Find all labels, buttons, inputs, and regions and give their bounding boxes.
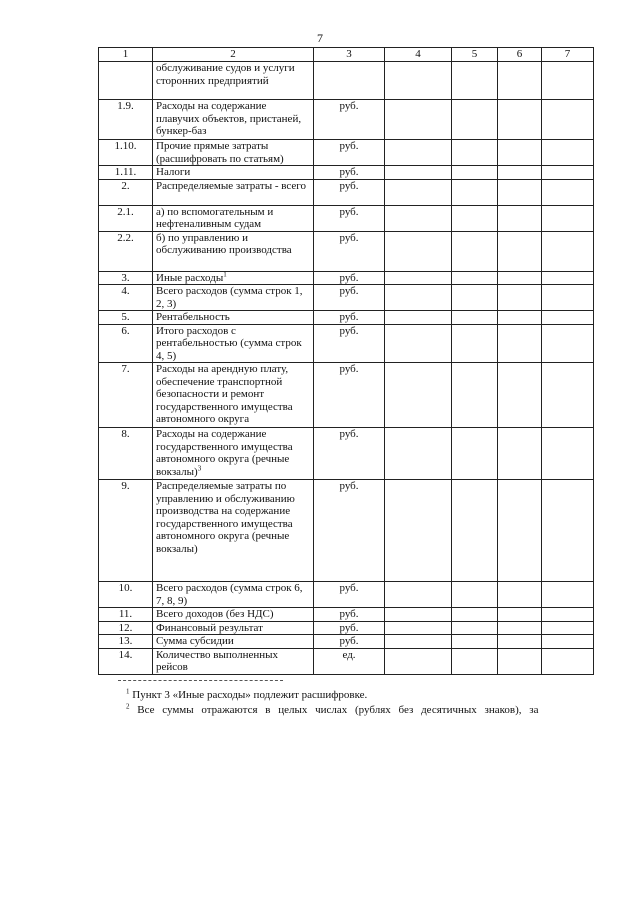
empty-cell-col-6[interactable] [498, 311, 542, 325]
empty-cell-col-7[interactable] [542, 480, 594, 582]
row-number: 1.11. [99, 166, 153, 180]
table-row [99, 363, 594, 428]
empty-cell-col-5[interactable] [452, 62, 498, 100]
empty-cell-col-5[interactable] [452, 285, 498, 311]
empty-cell-col-7[interactable] [542, 608, 594, 622]
table-row [99, 608, 594, 622]
row-number: 2. [99, 179, 153, 205]
table-row [99, 311, 594, 325]
empty-cell-col-7[interactable] [542, 582, 594, 608]
empty-cell-col-4[interactable] [385, 100, 452, 140]
row-number: 13. [99, 635, 153, 649]
empty-cell-col-6[interactable] [498, 324, 542, 363]
row-unit: руб. [314, 635, 385, 649]
empty-cell-col-4[interactable] [385, 166, 452, 180]
row-name-text: обслуживание судов и услуги сторонних предприятий [156, 62, 295, 87]
row-number: 6. [99, 324, 153, 363]
row-name-text: Иные расходы [156, 271, 224, 284]
footnote-separator [118, 680, 283, 681]
empty-cell-col-6[interactable] [498, 285, 542, 311]
empty-cell-col-6[interactable] [498, 62, 542, 100]
row-number: 3. [99, 271, 153, 285]
row-number: 1.9. [99, 100, 153, 140]
row-name-text: Расходы на арендную плату, обеспечение транспортной безопасности и ремонт государственного имущества автономного округа [156, 363, 293, 425]
row-name [153, 648, 314, 674]
row-unit: руб. [314, 205, 385, 231]
empty-cell-col-5[interactable] [452, 324, 498, 363]
row-number: 4. [99, 285, 153, 311]
table-row [99, 428, 594, 480]
table-row [99, 648, 594, 674]
row-name-text: Всего расходов (сумма строк 6, 7, 8, 9) [156, 582, 303, 607]
empty-cell-col-7[interactable] [542, 428, 594, 480]
table-row [99, 179, 594, 205]
row-name [153, 62, 314, 100]
footnote-mark: 2 [126, 702, 130, 711]
row-number: 2.1. [99, 205, 153, 231]
empty-cell-col-4[interactable] [385, 140, 452, 166]
row-number: 8. [99, 428, 153, 480]
empty-cell-col-6[interactable] [498, 480, 542, 582]
empty-cell-col-7[interactable] [542, 100, 594, 140]
empty-cell-col-5[interactable] [452, 608, 498, 622]
column-header-1: 1 [99, 48, 153, 62]
row-unit: руб. [314, 140, 385, 166]
footnote-text: Все суммы отражаются в целых числах (рублях без десятичных знаков), за [137, 704, 539, 716]
page-number: 7 [317, 31, 323, 45]
row-name-text: Расходы на содержание государственного имущества автономного округа (речные вокзалы) [156, 428, 293, 478]
empty-cell-col-4[interactable] [385, 231, 452, 271]
row-number: 5. [99, 311, 153, 325]
empty-cell-col-5[interactable] [452, 205, 498, 231]
empty-cell-col-5[interactable] [452, 140, 498, 166]
row-name-text: Сумма субсидии [156, 635, 234, 647]
row-name [153, 324, 314, 363]
empty-cell-col-7[interactable] [542, 285, 594, 311]
empty-cell-col-7[interactable] [542, 205, 594, 231]
row-unit: руб. [314, 311, 385, 325]
table-row [99, 231, 594, 271]
footnote-2 [98, 703, 598, 717]
row-unit: руб. [314, 166, 385, 180]
empty-cell-col-7[interactable] [542, 635, 594, 649]
row-name [153, 100, 314, 140]
empty-cell-col-6[interactable] [498, 231, 542, 271]
footnote-1 [98, 688, 598, 702]
column-header-4: 4 [385, 48, 452, 62]
row-name-text: Финансовый результат [156, 621, 263, 634]
row-name-text: Всего доходов (без НДС) [156, 608, 274, 620]
empty-cell-col-7[interactable] [542, 311, 594, 325]
table-row [99, 480, 594, 582]
row-unit: руб. [314, 582, 385, 608]
empty-cell-col-6[interactable] [498, 140, 542, 166]
column-header-7: 7 [542, 48, 594, 62]
empty-cell-col-7[interactable] [542, 179, 594, 205]
table-row [99, 635, 594, 649]
empty-cell-col-5[interactable] [452, 179, 498, 205]
row-number: 14. [99, 648, 153, 674]
empty-cell-col-4[interactable] [385, 648, 452, 674]
row-unit: руб. [314, 363, 385, 428]
row-name-text: Всего расходов (сумма строк 1, 2, 3) [156, 285, 303, 310]
table-header-row [99, 48, 594, 62]
row-name-text: а) по вспомогательным и нефтеналивным судам [156, 205, 274, 230]
row-name [153, 635, 314, 649]
table-row [99, 271, 594, 285]
column-header-6: 6 [498, 48, 542, 62]
row-name-text: б) по управлению и обслуживанию производства [156, 231, 292, 256]
empty-cell-col-4[interactable] [385, 363, 452, 428]
empty-cell-col-5[interactable] [452, 635, 498, 649]
empty-cell-col-7[interactable] [542, 231, 594, 271]
row-name [153, 179, 314, 205]
row-number [99, 62, 153, 100]
empty-cell-col-4[interactable] [385, 635, 452, 649]
empty-cell-col-6[interactable] [498, 428, 542, 480]
row-number: 2.2. [99, 231, 153, 271]
row-name [153, 311, 314, 325]
empty-cell-col-6[interactable] [498, 648, 542, 674]
row-name-text: Рентабельность [156, 311, 230, 323]
table-row [99, 582, 594, 608]
empty-cell-col-5[interactable] [452, 166, 498, 180]
row-name-text: Прочие прямые затраты (расшифровать по статьям) [156, 140, 284, 165]
empty-cell-col-7[interactable] [542, 271, 594, 285]
row-unit [314, 62, 385, 100]
empty-cell-col-7[interactable] [542, 166, 594, 180]
empty-cell-col-4[interactable] [385, 608, 452, 622]
empty-cell-col-4[interactable] [385, 582, 452, 608]
empty-cell-col-5[interactable] [452, 271, 498, 285]
column-header-5: 5 [452, 48, 498, 62]
row-name-text: Распределяемые затраты по управлению и обслуживанию производства на содержание государственного имущества автономного округа (речные вокзалы) [156, 480, 295, 555]
footnotes [98, 688, 598, 718]
empty-cell-col-4[interactable] [385, 311, 452, 325]
empty-cell-col-7[interactable] [542, 621, 594, 635]
empty-cell-col-6[interactable] [498, 363, 542, 428]
empty-cell-col-7[interactable] [542, 648, 594, 674]
row-name [153, 231, 314, 271]
empty-cell-col-4[interactable] [385, 62, 452, 100]
table-row [99, 324, 594, 363]
row-unit: руб. [314, 231, 385, 271]
row-unit: руб. [314, 271, 385, 285]
row-name-text: Расходы на содержание плавучих объектов, пристаней, бункер-баз [156, 100, 302, 137]
empty-cell-col-7[interactable] [542, 363, 594, 428]
table-row [99, 285, 594, 311]
empty-cell-col-6[interactable] [498, 608, 542, 622]
row-unit: руб. [314, 480, 385, 582]
row-number: 12. [99, 621, 153, 635]
row-name-text: Итого расходов с рентабельностью (сумма строк 4, 5) [156, 324, 302, 362]
empty-cell-col-6[interactable] [498, 621, 542, 635]
row-number: 11. [99, 608, 153, 622]
empty-cell-col-5[interactable] [452, 480, 498, 582]
row-number: 1.10. [99, 140, 153, 166]
report-table [98, 47, 594, 675]
empty-cell-col-7[interactable] [542, 62, 594, 100]
column-header-2: 2 [153, 48, 314, 62]
empty-cell-col-5[interactable] [452, 648, 498, 674]
row-name [153, 608, 314, 622]
row-unit: руб. [314, 179, 385, 205]
empty-cell-col-4[interactable] [385, 428, 452, 480]
row-name [153, 271, 314, 285]
row-unit: руб. [314, 100, 385, 140]
empty-cell-col-5[interactable] [452, 231, 498, 271]
row-unit: руб. [314, 285, 385, 311]
footnote-reference: 1 [223, 269, 227, 278]
row-name-text: Налоги [156, 166, 191, 178]
empty-cell-col-6[interactable] [498, 271, 542, 285]
table-row [99, 140, 594, 166]
empty-cell-col-6[interactable] [498, 100, 542, 140]
empty-cell-col-4[interactable] [385, 205, 452, 231]
empty-cell-col-4[interactable] [385, 285, 452, 311]
row-unit: руб. [314, 428, 385, 480]
table-row [99, 62, 594, 100]
row-name [153, 285, 314, 311]
empty-cell-col-4[interactable] [385, 271, 452, 285]
row-name [153, 428, 314, 480]
empty-cell-col-5[interactable] [452, 100, 498, 140]
empty-cell-col-4[interactable] [385, 179, 452, 205]
empty-cell-col-5[interactable] [452, 621, 498, 635]
footnote-mark: 1 [126, 687, 130, 696]
table-row [99, 621, 594, 635]
row-number: 10. [99, 582, 153, 608]
row-name [153, 205, 314, 231]
empty-cell-col-5[interactable] [452, 582, 498, 608]
row-name [153, 140, 314, 166]
table-body [99, 62, 594, 675]
row-unit: руб. [314, 621, 385, 635]
table-row [99, 205, 594, 231]
empty-cell-col-7[interactable] [542, 324, 594, 363]
row-unit: ед. [314, 648, 385, 674]
row-name-text: Распределяемые затраты - всего [156, 179, 307, 192]
row-name [153, 480, 314, 582]
empty-cell-col-4[interactable] [385, 480, 452, 582]
empty-cell-col-5[interactable] [452, 311, 498, 325]
empty-cell-col-6[interactable] [498, 166, 542, 180]
row-name [153, 582, 314, 608]
empty-cell-col-5[interactable] [452, 363, 498, 428]
row-unit: руб. [314, 324, 385, 363]
row-name [153, 363, 314, 428]
row-number: 9. [99, 480, 153, 582]
row-unit: руб. [314, 608, 385, 622]
row-number: 7. [99, 363, 153, 428]
row-name [153, 166, 314, 180]
empty-cell-col-7[interactable] [542, 140, 594, 166]
table-row [99, 166, 594, 180]
column-header-3: 3 [314, 48, 385, 62]
empty-cell-col-6[interactable] [498, 582, 542, 608]
empty-cell-col-6[interactable] [498, 205, 542, 231]
row-name [153, 621, 314, 635]
empty-cell-col-6[interactable] [498, 635, 542, 649]
row-name-text: Количество выполненных рейсов [156, 648, 279, 673]
footnote-reference: 3 [197, 463, 202, 472]
empty-cell-col-4[interactable] [385, 324, 452, 363]
empty-cell-col-6[interactable] [498, 179, 542, 205]
empty-cell-col-4[interactable] [385, 621, 452, 635]
footnote-text: Пункт 3 «Иные расходы» подлежит расшифровке. [132, 689, 368, 701]
table-row [99, 100, 594, 140]
empty-cell-col-5[interactable] [452, 428, 498, 480]
